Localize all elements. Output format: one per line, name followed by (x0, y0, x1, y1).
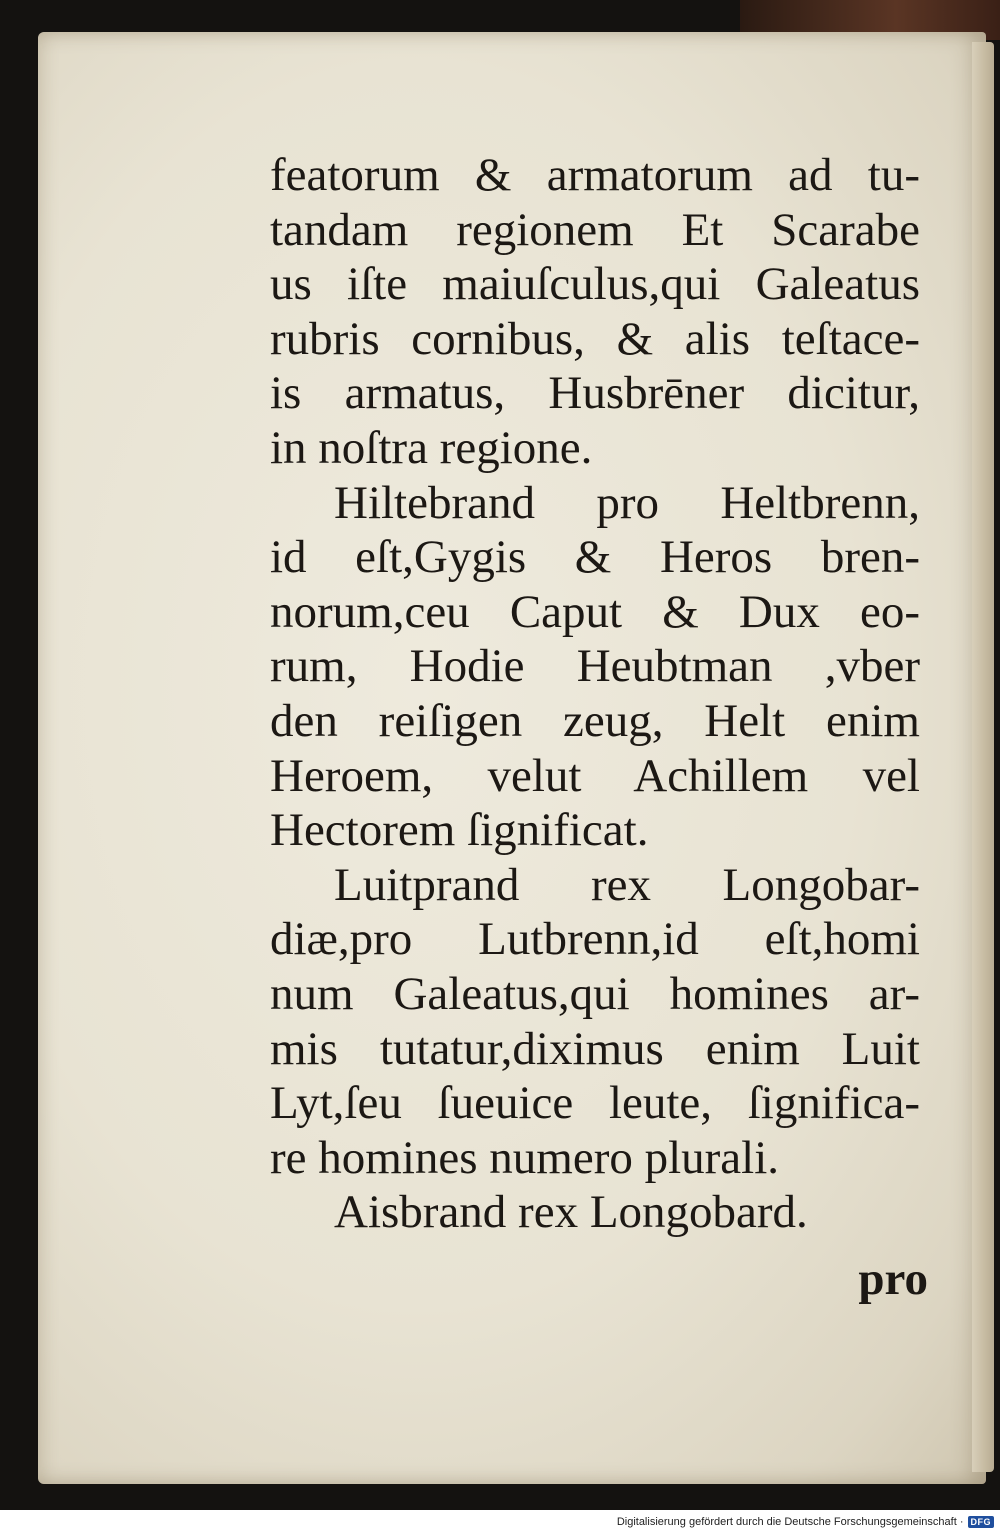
text-line: featorum & armatorum ad tu- (270, 149, 920, 201)
catchword: pro (858, 1253, 928, 1305)
text-line: Hectorem ſignificat. (270, 804, 649, 857)
text-line: Luitprand rex Longobar- (334, 858, 920, 911)
text-line: is armatus, Husbrēner dicitur, (270, 367, 920, 420)
text-line: us iſte maiuſculus,qui Galeatus (270, 258, 920, 311)
text-line: rubris cornibus, & alis teſtace- (270, 312, 920, 365)
text-line: diæ,pro Lutbrenn,id eſt,homi (270, 913, 920, 966)
digitization-footer (0, 1510, 1000, 1533)
text-line: norum,ceu Caput & Dux eo- (270, 585, 920, 638)
footer-credit: Digitalisierung gefördert durch die Deutsche Forschungsgemeinschaft · (616, 1515, 964, 1528)
text-line: in noſtra regione. (270, 421, 593, 474)
page-edge (972, 42, 994, 1472)
text-line: Lyt,ſeu ſueuice leute, ſignifica- (270, 1077, 920, 1130)
text-line: Hiltebrand pro Heltbrenn, (334, 476, 920, 529)
text-line: Aisbrand rex Longobard. (334, 1186, 808, 1239)
text-line: re homines numero plurali. (270, 1131, 780, 1184)
text-line: den reiſigen zeug, Helt enim (270, 694, 920, 747)
text-line: rum, Hodie Heubtman ,vber (270, 640, 920, 693)
text-line: tandam regionem Et Scarabe (270, 203, 920, 256)
page-text (270, 148, 920, 1240)
text-line: id eſt,Gygis & Heros bren- (270, 531, 920, 584)
text-line: mis tutatur,diximus enim Luit (270, 1022, 920, 1075)
dfg-logo-icon: DFG (968, 1516, 995, 1528)
text-line: Heroem, velut Achillem vel (270, 749, 920, 802)
text-line: num Galeatus,qui homines ar- (270, 967, 920, 1020)
